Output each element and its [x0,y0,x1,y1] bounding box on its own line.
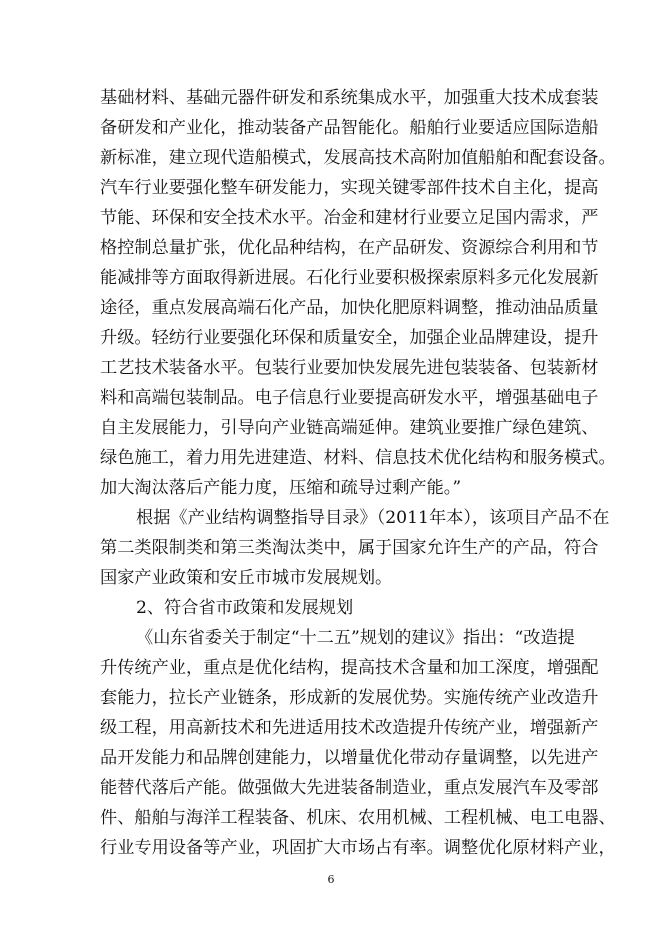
text-line: 级工程，用高新技术和先进适用技术改造提升传统产业，增强新产 [100,718,599,738]
text-line: 根据《产业结构调整指导目录》（2011年本），该项目产品不在 [136,508,610,528]
text-line: 自主发展能力，引导向产业链高端延伸。建筑业要推广绿色建筑、 [100,418,599,438]
text-line: 行业专用设备等产业，巩固扩大市场占有率。调整优化原材料产业， [100,838,616,858]
section-heading: 2、符合省市政策和发展规划 [136,598,354,618]
text-line: 节能、环保和安全技术水平。冶金和建材行业要立足国内需求，严 [100,208,599,228]
text-line: 途径，重点发展高端石化产品，加快化肥原料调整，推动油品质量 [100,298,599,318]
text-line: 加大淘汰落后产能力度，压缩和疏导过剩产能。” [100,478,462,498]
text-line: 能减排等方面取得新进展。石化行业要积极探索原料多元化发展新 [100,268,599,288]
text-line: 格控制总量扩张，优化品种结构，在产品研发、资源综合利用和节 [100,238,599,258]
text-line: 国家产业政策和安丘市城市发展规划。 [100,568,393,588]
text-line: 第二类限制类和第三类淘汰类中，属于国家允许生产的产品，符合 [100,538,599,558]
text-line: 品开发能力和品牌创建能力，以增量优化带动存量调整，以先进产 [100,748,599,768]
text-line: 《山东省委关于制定“十二五”规划的建议》指出：“改造提 [136,628,575,648]
text-line: 绿色施工，着力用先进建造、材料、信息技术优化结构和服务模式。 [100,448,616,468]
text-line: 料和高端包装制品。电子信息行业要提高研发水平，增强基础电子 [100,388,599,408]
text-line: 工艺技术装备水平。包装行业要加快发展先进包装装备、包装新材 [100,358,599,378]
text-line: 新标准，建立现代造船模式，发展高技术高附加值船舶和配套设备。 [100,148,616,168]
text-line: 能替代落后产能。做强做大先进装备制造业，重点发展汽车及零部 [100,778,599,798]
text-line: 升级。轻纺行业要强化环保和质量安全，加强企业品牌建设，提升 [100,328,599,348]
text-line: 汽车行业要强化整车研发能力，实现关键零部件技术自主化，提高 [100,178,599,198]
text-line: 件、船舶与海洋工程装备、机床、农用机械、工程机械、电工电器、 [100,808,616,828]
text-line: 套能力，拉长产业链条，形成新的发展优势。实施传统产业改造升 [100,688,599,708]
text-line: 基础材料、基础元器件研发和系统集成水平，加强重大技术成套装 [100,88,599,108]
page-number: 6 [327,873,335,886]
text-line: 升传统产业，重点是优化结构，提高技术含量和加工深度，增强配 [100,658,599,678]
text-line: 备研发和产业化，推动装备产品智能化。船舶行业要适应国际造船 [100,118,599,138]
